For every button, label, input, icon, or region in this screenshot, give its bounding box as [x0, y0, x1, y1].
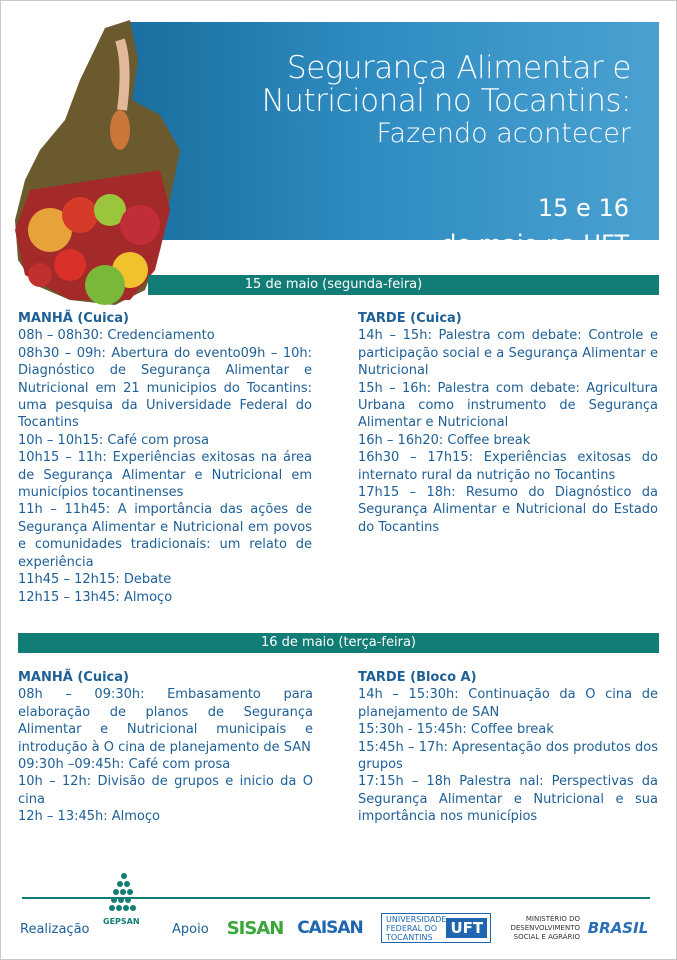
- schedule-item: 08h – 09:30h: Embasamento para elaboração de planos de Segurança Alimentar e Nutricional municipais e introdução à O cina de planejamento de SAN: [18, 687, 313, 755]
- schedule-item: 10h15 – 11h: Experiências exitosas na área de Segurança Alimentar e Nutricional em municípios tocantinenses: [18, 450, 312, 501]
- realizacao-label: Realização: [20, 922, 90, 937]
- title-line-3: Fazendo acontecer: [376, 118, 631, 149]
- schedule-item: 10h – 12h: Divisão de grupos e inicio da O cina: [18, 774, 313, 807]
- tocantins-map-fruit-illustration: [10, 20, 190, 310]
- schedule-item: 16h30 – 17h15: Experiências exitosas do internato rural da nutrição no Tocantins: [358, 450, 658, 483]
- title-line-2: Nutricional no Tocantins:: [261, 83, 631, 119]
- schedule-item: 08h30 – 09h: Abertura do evento09h – 10h: Diagnóstico de Segurança Alimentar e Nutricional em 21 municipios do Tocantins: uma pesquisa da Universidade Federal do Tocantins: [18, 345, 312, 431]
- day1-afternoon-heading: TARDE (Cuica): [358, 311, 462, 326]
- day2-afternoon-heading: TARDE (Bloco A): [358, 670, 477, 685]
- brasil-logo: BRASIL: [587, 919, 649, 937]
- mda-logo: MINISTÉRIO DO DESENVOLVIMENTO SOCIAL E AGRÁRIO: [510, 914, 580, 941]
- header-banner: [130, 22, 659, 258]
- day1-bar: 15 de maio (segunda-feira): [148, 275, 659, 295]
- gepsan-logo-icon: [102, 870, 142, 950]
- schedule-item: 11h45 – 12h15: Debate: [18, 572, 172, 588]
- day1-morning-heading: MANHÃ (Cuica): [18, 311, 129, 326]
- schedule-item: 17h15 – 18h: Resumo do Diagnóstico da Segurança Alimentar e Nutricional do Estado do Tocantins: [358, 485, 658, 535]
- uft-mark: UFT: [446, 918, 487, 938]
- schedule-item: 16h – 16h20: Coffee break: [358, 432, 531, 448]
- day2-bar: 16 de maio (terça-feira): [18, 633, 659, 653]
- schedule-item: 12h – 13:45h: Almoço: [18, 809, 160, 825]
- uft-name: UNIVERSIDADE FEDERAL DO TOCANTINS: [386, 914, 447, 942]
- schedule-item: 14h – 15h: Palestra com debate: Controle e participação social e a Segurança Alimentar e Nutricional: [358, 328, 658, 379]
- schedule-item: 08h – 08h30: Credenciamento: [18, 328, 215, 344]
- date-line-2: de maio na UFT: [441, 230, 629, 258]
- day2-morning-heading: MANHÃ (Cuica): [18, 670, 129, 685]
- schedule-item: 11h – 11h45: A importância das ações de Segurança Alimentar e Nutricional em povos e comunidades tradicionais: um relato de experiência: [18, 502, 312, 570]
- caisan-logo: CAISAN: [297, 918, 363, 938]
- apoio-label: Apoio: [172, 922, 209, 937]
- schedule-item: 15h – 16h: Palestra com debate: Agricultura Urbana como instrumento de Segurança Alimentar e Nutricional: [358, 380, 658, 431]
- day2-afternoon-schedule: [358, 669, 658, 826]
- schedule-item: 12h15 – 13h45: Almoço: [18, 589, 173, 605]
- day1-morning-schedule: [18, 310, 312, 606]
- schedule-item: 15:45h – 17h: Apresentação dos produtos dos grupos: [358, 739, 658, 773]
- schedule-item: 09:30h –09:45h: Café com prosa: [18, 757, 231, 773]
- event-title: [262, 52, 631, 149]
- schedule-item: 17:15h – 18h Palestra nal: Perspectivas da Segurança Alimentar e Nutricional e sua importância nos municípios: [358, 774, 658, 825]
- title-line-1: Segurança Alimentar e: [287, 50, 631, 86]
- gepsan-name: GEPSAN: [103, 917, 140, 926]
- event-date: [441, 190, 629, 262]
- schedule-item: 10h – 10h15: Café com prosa: [18, 432, 210, 448]
- schedule-item: 15:30h - 15:45h: Coffee break: [358, 722, 554, 738]
- day1-afternoon-schedule: [358, 310, 658, 536]
- schedule-item: 14h – 15:30h: Continuação da O cina de planejamento de SAN: [358, 687, 658, 720]
- date-line-1: 15 e 16: [537, 194, 629, 222]
- day2-morning-schedule: [18, 669, 313, 826]
- uft-logo: [381, 913, 491, 943]
- sisan-logo: SISAN: [226, 917, 284, 939]
